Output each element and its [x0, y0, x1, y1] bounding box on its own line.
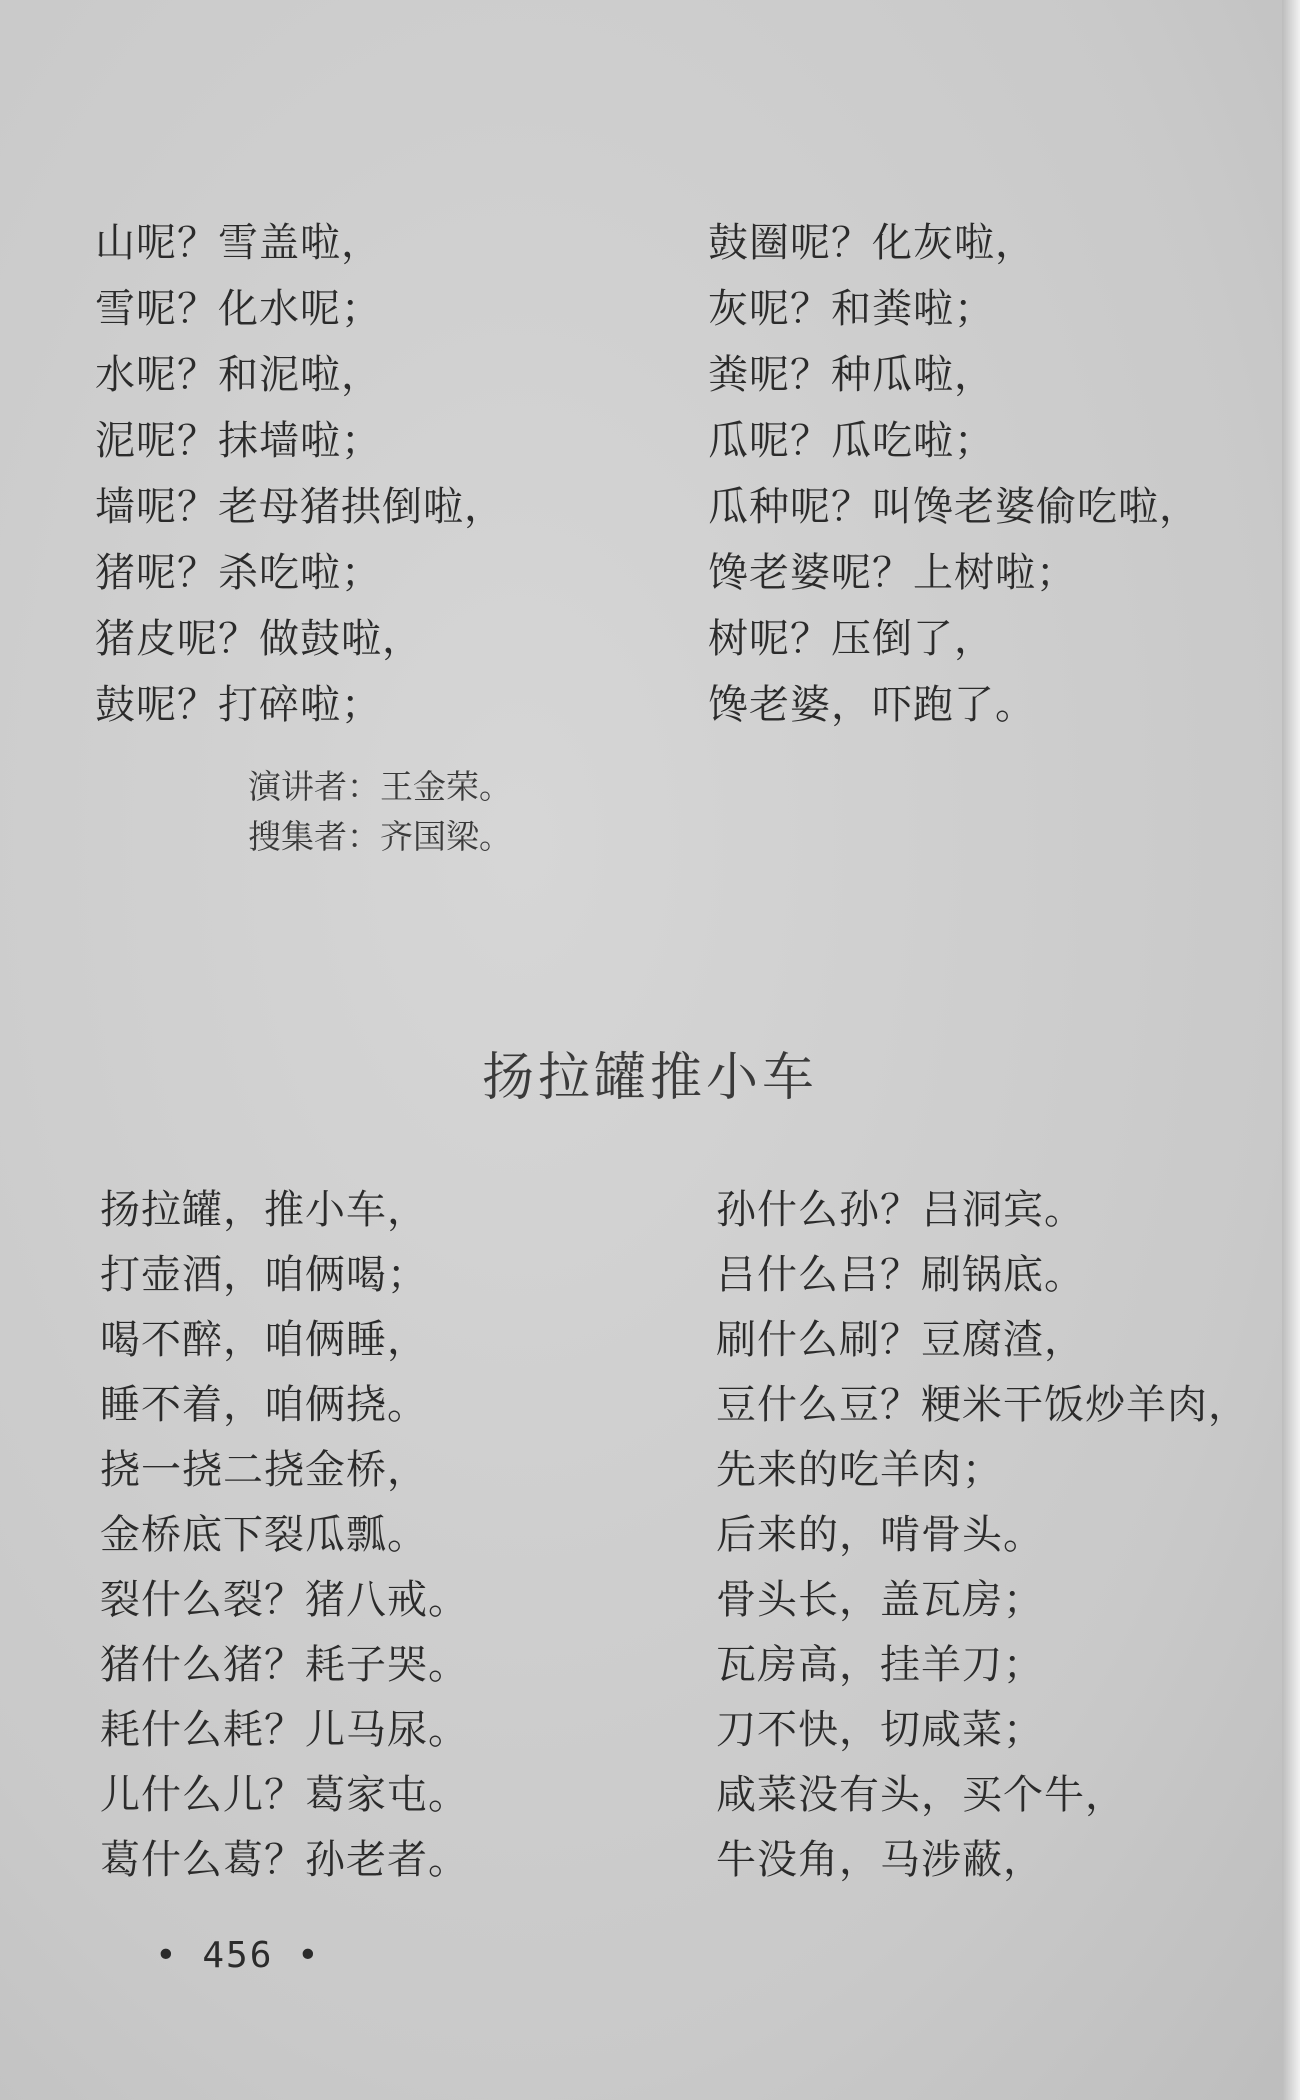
verse-line: 打壶酒，咱俩喝；: [100, 1252, 428, 1298]
verse-line: 灰呢？和粪啦；: [708, 286, 995, 332]
verse-line: 吕什么吕？刷锅底。: [716, 1252, 1085, 1298]
verse-line: 裂什么裂？猪八戒。: [100, 1577, 469, 1623]
verse-line: 耗什么耗？儿马尿。: [100, 1707, 469, 1753]
collector-credit: 搜集者：齐国梁。: [248, 817, 512, 856]
verse-line: 猪什么猪？耗子哭。: [100, 1642, 469, 1688]
poem1-credits: [248, 762, 512, 862]
verse-line: 咸菜没有头，买个牛，: [716, 1772, 1126, 1818]
verse-line: 后来的，啃骨头。: [716, 1512, 1044, 1558]
verse-line: 雪呢？化水呢；: [95, 286, 382, 332]
poem2-title: 扬拉罐推小车: [481, 1048, 818, 1108]
verse-line: 刷什么刷？豆腐渣，: [716, 1317, 1085, 1363]
page-number: • 456 •: [155, 1935, 321, 1976]
verse-line: 泥呢？抹墙啦；: [95, 418, 382, 464]
verse-line: 猪皮呢？做鼓啦，: [95, 616, 423, 662]
verse-line: 鼓呢？打碎啦；: [95, 682, 382, 728]
poem1-left-column: [95, 210, 505, 738]
verse-line: 鼓圈呢？化灰啦，: [708, 220, 1036, 266]
verse-line: 馋老婆呢？上树啦；: [708, 550, 1077, 596]
verse-line: 葛什么葛？孙老者。: [100, 1837, 469, 1883]
verse-line: 树呢？压倒了，: [708, 616, 995, 662]
verse-line: 瓜种呢？叫馋老婆偷吃啦，: [708, 484, 1200, 530]
verse-line: 骨头长，盖瓦房；: [716, 1577, 1044, 1623]
verse-line: 粪呢？种瓜啦，: [708, 352, 995, 398]
verse-line: 水呢？和泥啦，: [95, 352, 382, 398]
verse-line: 山呢？雪盖啦，: [95, 220, 382, 266]
verse-line: 喝不醉，咱俩睡，: [100, 1317, 428, 1363]
poem2-right-column: [716, 1178, 1249, 1893]
verse-line: 孙什么孙？吕洞宾。: [716, 1187, 1085, 1233]
verse-line: 先来的吃羊肉；: [716, 1447, 1003, 1493]
verse-line: 猪呢？杀吃啦；: [95, 550, 382, 596]
verse-line: 刀不快，切咸菜；: [716, 1707, 1044, 1753]
verse-line: 豆什么豆？粳米干饭炒羊肉，: [716, 1382, 1249, 1428]
verse-line: 睡不着，咱俩挠。: [100, 1382, 428, 1428]
verse-line: 墙呢？老母猪拱倒啦，: [95, 484, 505, 530]
verse-line: 挠一挠二挠金桥，: [100, 1447, 428, 1493]
verse-line: 馋老婆，吓跑了。: [708, 682, 1036, 728]
verse-line: 扬拉罐，推小车，: [100, 1187, 428, 1233]
poem1-right-column: [708, 210, 1200, 738]
verse-line: 牛没角，马涉蔽，: [716, 1837, 1044, 1883]
verse-line: 儿什么儿？葛家屯。: [100, 1772, 469, 1818]
verse-line: 金桥底下裂瓜瓢。: [100, 1512, 428, 1558]
poem2-left-column: [100, 1178, 469, 1893]
page-edge: [1282, 0, 1300, 2100]
narrator-credit: 演讲者：王金荣。: [248, 767, 512, 806]
verse-line: 瓜呢？瓜吃啦；: [708, 418, 995, 464]
verse-line: 瓦房高，挂羊刀；: [716, 1642, 1044, 1688]
